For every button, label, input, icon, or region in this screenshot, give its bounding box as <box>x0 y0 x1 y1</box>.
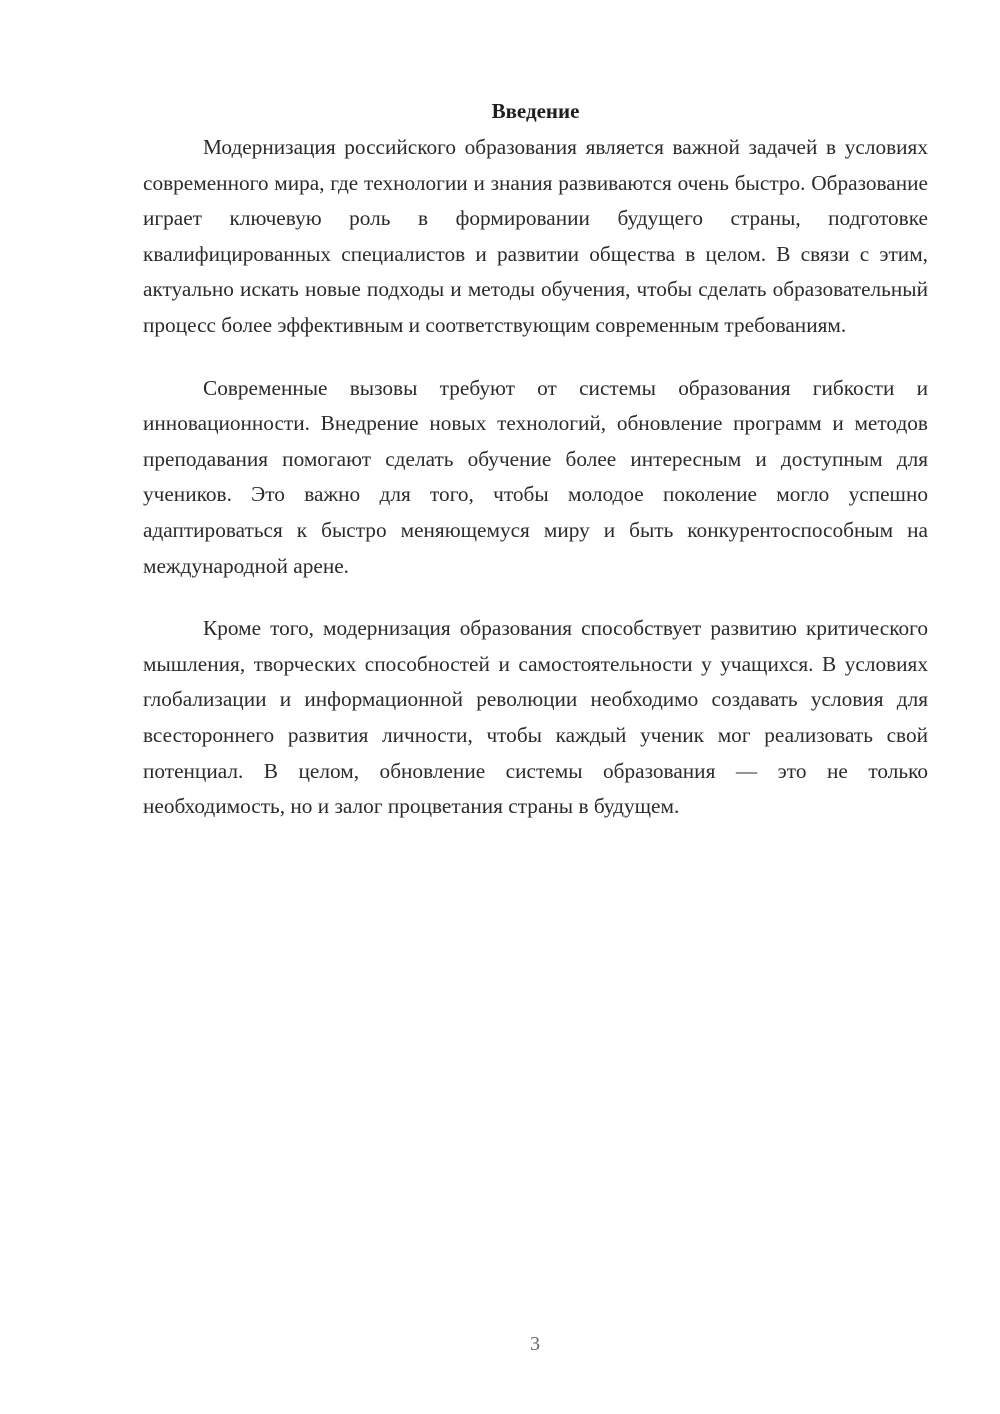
page-content <box>143 96 928 852</box>
page-number: 3 <box>530 1333 540 1355</box>
paragraph-1: Модернизация российского образования является важной задачей в условиях современного мира, где технологии и знания развиваются очень быстро. Образование играет ключевую роль в формировании будущего страны, подготовке квалифицированных специалистов и развитии общества в целом. В связи с этим, актуально искать новые подходы и методы обучения, чтобы сделать образовательный процесс более эффективным и соответствующим современным требованиям. <box>143 135 928 337</box>
paragraph-2: Современные вызовы требуют от системы образования гибкости и инновационности. Внедрение новых технологий, обновление программ и методов преподавания помогают сделать обучение более интересным и доступным для учеников. Это важно для того, чтобы молодое поколение могло успешно адаптироваться к быстро меняющемуся миру и быть конкурентоспособным на международной арене. <box>143 375 928 578</box>
paragraph-3: Кроме того, модернизация образования способствует развитию критического мышления, творческих способностей и самостоятельности у учащихся. В условиях глобализации и информационной революции необходимо создавать условия для всестороннего развития личности, чтобы каждый ученик мог реализовать свой потенциал. В целом, обновление системы образования — это не только необходимость, но и залог процветания страны в будущем. <box>143 616 928 819</box>
section-title: Введение <box>491 99 580 123</box>
